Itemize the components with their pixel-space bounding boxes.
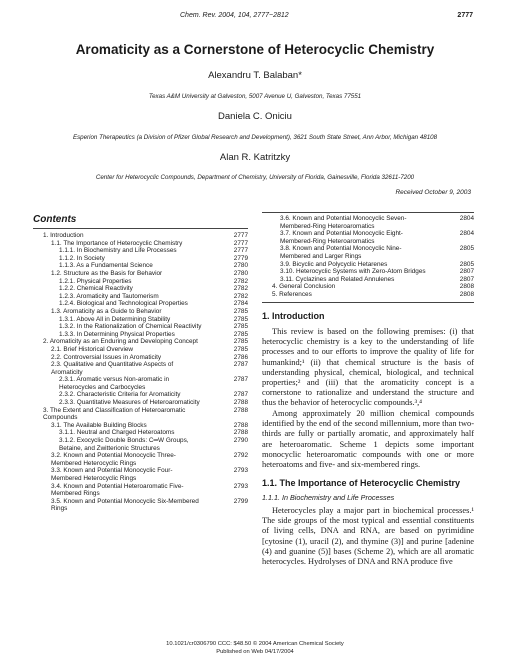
- toc-entry-text: 3.7. Known and Potential Monocyclic Eight-Membered-Ring Heteroaromatics: [280, 230, 403, 245]
- toc-entry-text: 1.3.1. Above All in Determining Stability: [59, 315, 171, 323]
- toc-entry-page: 2786: [233, 353, 248, 361]
- toc-entry-text: 3.1.2. Exocyclic Double Bonds: C═W Groups, Betaine, and Zwitterionic Structures: [59, 437, 189, 452]
- author-1: Alexandru T. Balaban*: [208, 70, 302, 81]
- toc-entry-text: 2.1. Brief Historical Overview: [51, 345, 134, 353]
- toc-entry-text: 1. Introduction: [43, 232, 84, 239]
- toc-entry-text: 1.1. The Importance of Heterocyclic Chemistry: [51, 239, 183, 247]
- toc-entry-page: 2785: [233, 345, 248, 353]
- toc-entry: [262, 215, 474, 230]
- toc-entry-page: 2805: [459, 260, 474, 268]
- toc-entry-page: 2808: [459, 283, 474, 291]
- toc-entry-page: 2804: [459, 230, 474, 238]
- toc-entry-text: 3.11. Cyclazines and Related Annulenes: [280, 275, 395, 283]
- contents-rule-bottom-right: [262, 302, 474, 303]
- toc-entry-page: 2784: [233, 300, 248, 308]
- toc-entry-text: 3.10. Heterocyclic Systems with Zero-Atom Bridges: [280, 268, 426, 276]
- toc-entry: [33, 232, 248, 240]
- toc-entry-page: 2782: [233, 285, 248, 293]
- toc-entry: [33, 316, 248, 324]
- toc-entry-text: 1.3.2. In the Rationalization of Chemical Reactivity: [59, 323, 202, 331]
- toc-right-column: [262, 215, 474, 299]
- toc-entry-page: 2785: [233, 323, 248, 331]
- toc-entry-text: 3.2. Known and Potential Monocyclic Three-Membered Heterocyclic Rings: [51, 452, 176, 467]
- toc-entry-page: 2782: [233, 277, 248, 285]
- affiliation-3: Center for Heterocyclic Compounds, Department of Chemistry, University of Florida, Gainesville, Florida 32611-7200: [95, 174, 415, 181]
- toc-entry: [33, 308, 248, 316]
- toc-entry-text: 3.1. The Available Building Blocks: [51, 421, 147, 429]
- toc-entry-text: 1.2.4. Biological and Technological Properties: [59, 300, 188, 308]
- toc-entry: [33, 285, 248, 293]
- toc-entry-page: 2787: [233, 391, 248, 399]
- toc-entry-text: 3. The Extent and Classification of Heteroaromatic Compounds: [43, 406, 186, 422]
- toc-entry-text: 3.6. Known and Potential Monocyclic Seven-Membered-Ring Heteroaromatics: [280, 215, 407, 230]
- toc-entry-page: 2785: [233, 338, 248, 346]
- toc-entry-page: 2790: [233, 437, 248, 445]
- toc-entry: [33, 354, 248, 362]
- toc-entry-page: 2779: [233, 254, 248, 262]
- toc-entry-text: 2.3. Qualitative and Quantitative Aspects of Aromaticity: [51, 361, 174, 376]
- toc-entry-page: 2788: [233, 399, 248, 407]
- biochemistry-paragraph: Heterocycles play a major part in biochemical processes.¹ The side groups of the most typical and essential constituents of living cells, DNA and RNA, are based on pyrimidine [cytosine (1), uracil (2), and thymine (3)] and purine [adenine (4) and guanine (5)] bases (Scheme 2), which are all aromatic heterocycles. Hydrolyses of DNA and RNA produce five: [262, 506, 474, 567]
- toc-entry-text: 2.3.3. Quantitative Measures of Heteroaromaticity: [59, 399, 200, 407]
- toc-entry-page: 2785: [233, 307, 248, 315]
- toc-entry: [33, 270, 248, 278]
- toc-entry-text: 2.2. Controversial Issues in Aromaticity: [51, 353, 162, 361]
- article-title: Aromaticity as a Cornerstone of Heterocyclic Chemistry: [75, 42, 435, 57]
- contents-rule-top-right: [262, 212, 474, 213]
- toc-entry: [33, 483, 248, 498]
- toc-entry: [33, 300, 248, 308]
- running-header: [0, 12, 510, 24]
- journal-citation: Chem. Rev. 2004, 104, 2777−2812: [180, 12, 289, 19]
- section-heading-importance: 1.1. The Importance of Heterocyclic Chemistry: [262, 478, 461, 488]
- toc-entry: [33, 278, 248, 286]
- toc-entry-page: 2788: [233, 429, 248, 437]
- toc-entry: [262, 261, 474, 269]
- toc-entry-page: 2785: [233, 330, 248, 338]
- toc-entry-text: 1.2.1. Physical Properties: [59, 277, 132, 285]
- toc-entry: [33, 262, 248, 270]
- toc-entry-page: 2804: [459, 215, 474, 222]
- footer-published: Published on Web 04/17/2004: [216, 649, 294, 655]
- toc-entry-page: 2793: [233, 482, 248, 490]
- toc-entry-page: 2787: [233, 376, 248, 384]
- toc-entry-page: 2792: [233, 452, 248, 460]
- toc-entry: [33, 338, 248, 346]
- toc-entry-page: 2788: [233, 421, 248, 429]
- toc-entry-text: 1.3.3. In Determining Physical Properties: [59, 330, 175, 338]
- toc-entry: [33, 437, 248, 452]
- toc-entry-text: 1.1.1. In Biochemistry and Life Processes: [59, 247, 177, 255]
- toc-entry-page: 2777: [233, 247, 248, 255]
- toc-entry-page: 2785: [233, 315, 248, 323]
- toc-entry: [33, 293, 248, 301]
- toc-entry-text: 3.3. Known and Potential Monocyclic Four-Membered Heterocyclic Rings: [51, 467, 173, 482]
- intro-paragraph-1: This review is based on the following premises: (i) that heterocyclic chemistry is a key to the understanding of life processes and to our efforts to improve the quality of life for humankind;¹ (ii) that chemical structure is the basis of understanding physical, chemical, biological, and technical properties;² and (iii) that the aromaticity concept is a cornerstone to rationalize and understand the structure and thus the behavior of heterocyclic compounds.³,⁴: [262, 327, 474, 408]
- toc-entry: [262, 283, 474, 291]
- contents-rule-left: [33, 228, 248, 229]
- toc-entry-page: 2777: [233, 232, 248, 239]
- toc-entry: [33, 452, 248, 467]
- toc-entry-page: 2780: [233, 262, 248, 270]
- toc-entry: [33, 429, 248, 437]
- toc-entry-text: 1.1.2. In Society: [59, 254, 105, 262]
- toc-entry-text: 5. References: [272, 290, 312, 298]
- toc-entry: [262, 245, 474, 260]
- toc-entry: [33, 391, 248, 399]
- received-date: Received October 9, 2003: [395, 189, 471, 196]
- toc-entry-text: 3.8. Known and Potential Monocyclic Nine-Membered and Larger Rings: [280, 245, 402, 260]
- toc-entry-page: 2782: [233, 292, 248, 300]
- affiliation-1: Texas A&M University at Galveston, 5007 Avenue U, Galveston, Texas 77551: [148, 93, 362, 100]
- toc-entry-text: 3.4. Known and Potential Heteroaromatic Five-Membered Rings: [51, 482, 184, 498]
- contents-heading: Contents: [33, 214, 77, 225]
- toc-entry-text: 1.2. Structure as the Basis for Behavior: [51, 269, 163, 277]
- toc-entry-text: 3.5. Known and Potential Monocyclic Six-Membered Rings: [51, 497, 199, 513]
- toc-entry: [33, 399, 248, 407]
- page-number: 2777: [457, 12, 473, 19]
- toc-entry: [262, 268, 474, 276]
- toc-entry-page: 2780: [233, 269, 248, 277]
- toc-entry-text: 1.3. Aromaticity as a Guide to Behavior: [51, 307, 162, 315]
- toc-entry: [262, 291, 474, 299]
- toc-entry-text: 1.1.3. As a Fundamental Science: [59, 262, 153, 270]
- toc-entry: [262, 276, 474, 284]
- author-2: Daniela C. Oniciu: [218, 111, 292, 122]
- toc-entry: [33, 247, 248, 255]
- toc-entry-text: 2.3.1. Aromatic versus Non-aromatic in Heterocycles and Carbocycles: [59, 376, 170, 391]
- toc-entry-text: 2.3.2. Characteristic Criteria for Aromaticity: [59, 391, 181, 399]
- toc-entry-text: 4. General Conclusion: [272, 283, 336, 291]
- toc-entry: [33, 467, 248, 482]
- toc-entry-text: 1.2.3. Aromaticity and Tautomerism: [59, 292, 159, 300]
- toc-entry-text: 3.1.1. Neutral and Charged Heteroatoms: [59, 429, 175, 437]
- toc-entry: [33, 361, 248, 376]
- toc-entry-page: 2793: [233, 467, 248, 475]
- toc-entry: [33, 240, 248, 248]
- toc-entry-page: 2777: [233, 239, 248, 247]
- intro-paragraph-2: Among approximately 20 million chemical compounds identified by the end of the second millennium, more than two-thirds are fully or partially aromatic, and approximately half are heteroaromatic. Scheme 1 depicts some important monocyclic heteroaromatic compounds with one or more heteroatoms and five- and six-membered rings.: [262, 409, 474, 470]
- toc-entry-page: 2787: [233, 361, 248, 369]
- toc-entry: [33, 346, 248, 354]
- toc-entry-page: 2799: [233, 497, 248, 505]
- toc-entry: [33, 331, 248, 339]
- subsection-heading-biochemistry: 1.1.1. In Biochemistry and Life Processes: [262, 493, 395, 502]
- toc-entry: [33, 407, 248, 422]
- toc-entry: [33, 255, 248, 263]
- toc-entry-text: 3.9. Bicyclic and Polycyclic Hetarenes: [280, 260, 388, 268]
- toc-entry: [33, 376, 248, 391]
- toc-entry: [262, 230, 474, 245]
- toc-entry-page: 2805: [459, 245, 474, 253]
- author-3: Alan R. Katritzky: [219, 152, 291, 163]
- toc-entry-page: 2788: [233, 406, 248, 414]
- toc-entry: [33, 498, 248, 513]
- toc-entry-page: 2808: [459, 290, 474, 298]
- section-heading-introduction: 1. Introduction: [262, 311, 325, 321]
- toc-left-column: [33, 232, 248, 513]
- toc-entry: [33, 422, 248, 430]
- toc-entry-text: 2. Aromaticity as an Enduring and Developing Concept: [43, 338, 198, 346]
- affiliation-2: Esperion Therapeutics (a Division of Pfizer Global Research and Development), 3621 South State Street, Ann Arbor, Michigan 48108: [72, 134, 438, 141]
- footer-doi: 10.1021/cr0306790 CCC: $48.50 © 2004 American Chemical Society: [166, 641, 344, 647]
- toc-entry-text: 1.2.2. Chemical Reactivity: [59, 285, 133, 293]
- toc-entry-page: 2807: [459, 268, 474, 276]
- toc-entry: [33, 323, 248, 331]
- toc-entry-page: 2807: [459, 275, 474, 283]
